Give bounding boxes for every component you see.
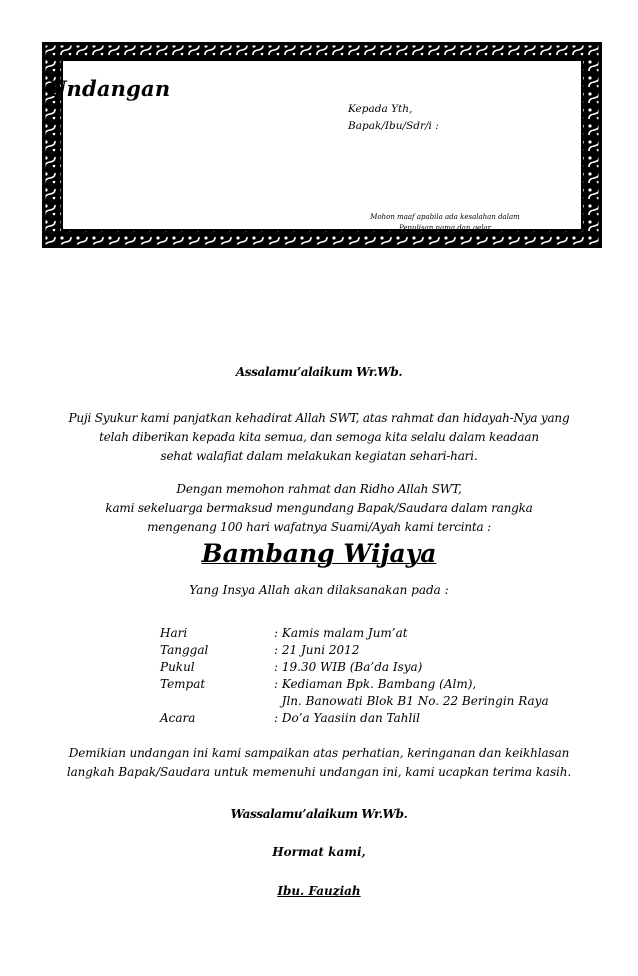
envelope-title: Undangan <box>48 76 171 101</box>
paragraph-line: kami sekeluarga bermaksud mengundang Bapak/Saudara dalam rangka <box>105 501 533 515</box>
paragraph-line: sehat walafiat dalam melakukan kegiatan sehari-hari. <box>160 449 478 463</box>
apology-note-line: Mohon maaf apabila ada kesalahan dalam <box>370 213 520 221</box>
recipient-block <box>348 101 439 135</box>
paragraph-line: mengenang 100 hari wafatnya Suami/Ayah kami tercinta : <box>147 520 491 534</box>
detail-value: : Kediaman Bpk. Bambang (Alm), <box>274 677 477 691</box>
paragraph-line: Demikian undangan ini kami sampaikan atas perhatian, keringanan dan keikhlasan <box>68 746 570 760</box>
recipient-line: Kepada Yth, <box>348 103 413 115</box>
deceased-name: Bambang Wijaya <box>201 539 437 568</box>
event-intro: Yang Insya Allah akan dilaksanakan pada : <box>189 583 449 597</box>
detail-label: Pukul <box>160 660 195 674</box>
detail-value: : Do’a Yaasiin dan Tahlil <box>274 711 421 725</box>
detail-value: Jln. Banowati Blok B1 No. 22 Beringin Raya <box>274 694 549 708</box>
detail-label: Tanggal <box>160 643 209 657</box>
detail-label: Tempat <box>160 677 206 691</box>
paragraph-line: telah diberikan kepada kita semua, dan semoga kita selalu dalam keadaan <box>99 430 539 444</box>
paragraph-line: Puji Syukur kami panjatkan kehadirat Allah SWT, atas rahmat dan hidayah-Nya yang <box>68 411 570 425</box>
closing-paragraph <box>0 744 638 782</box>
invitation-paragraph <box>0 480 638 537</box>
greeting: Assalamu’alaikum Wr.Wb. <box>235 365 403 379</box>
signatory-name: Ibu. Fauziah <box>277 884 361 898</box>
opening-paragraph <box>0 409 638 466</box>
paragraph-line: langkah Bapak/Saudara untuk memenuhi undangan ini, kami ucapkan terima kasih. <box>66 765 572 779</box>
farewell-greeting: Wassalamu’alaikum Wr.Wb. <box>230 807 408 821</box>
detail-label: Hari <box>160 626 188 640</box>
detail-label: Acara <box>160 711 196 725</box>
apology-note <box>350 212 540 234</box>
regards: Hormat kami, <box>272 845 366 859</box>
detail-value: : Kamis malam Jum’at <box>274 626 408 640</box>
detail-value: : 19.30 WIB (Ba’da Isya) <box>274 660 423 674</box>
paragraph-line: Dengan memohon rahmat dan Ridho Allah SWT, <box>176 482 462 496</box>
detail-value: : 21 Juni 2012 <box>274 643 360 657</box>
recipient-line: Bapak/Ibu/Sdr/i : <box>348 120 439 132</box>
apology-note-line: Penulisan nama dan gelar <box>398 224 492 232</box>
